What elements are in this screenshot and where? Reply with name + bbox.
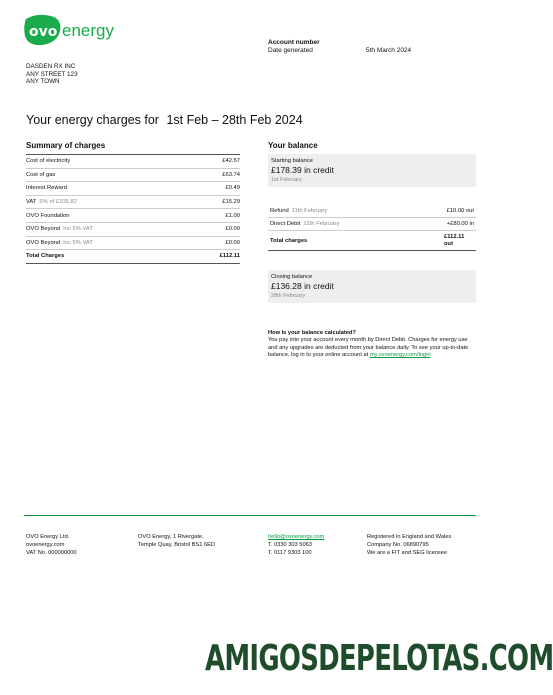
spacer xyxy=(268,251,476,270)
email-link[interactable]: hello@ovoenergy.com xyxy=(268,534,325,540)
account-info xyxy=(268,39,411,55)
row-amount: £63.74 xyxy=(222,171,240,178)
footer-contact xyxy=(268,533,324,558)
address-line: ANY STREET 123 xyxy=(26,70,78,78)
row-label: OVO Beyond xyxy=(26,239,61,246)
row-date: 12th February xyxy=(303,221,340,227)
row-label: Cost of electricity xyxy=(26,158,71,165)
login-link[interactable]: my.ovoenergy.com/login xyxy=(369,352,431,359)
table-row xyxy=(26,182,240,196)
address-line: ANY TOWN xyxy=(26,78,60,86)
footer-line: T. 0330 303 5063 xyxy=(268,542,312,549)
balance-explanation xyxy=(268,330,478,360)
total-charges-amount: £112.11 out xyxy=(444,234,465,247)
footer-line: Temple Quay, Bristol BS1 6ED xyxy=(138,542,216,549)
balance-title: Your balance xyxy=(268,141,318,150)
address-line: DASDEN RX INC xyxy=(26,63,76,70)
row-amount: £0.00 xyxy=(225,239,240,246)
footer-line: We are a FIT and SEG licensee xyxy=(367,550,448,557)
footer-company xyxy=(26,533,77,558)
watermark: AMIGOSDEPELOTAS.COM xyxy=(205,638,553,679)
row-amount: £0.49 xyxy=(225,185,240,192)
footer-line: Company No. 06890795 xyxy=(367,542,429,549)
row-label: Interest Reward xyxy=(26,185,67,192)
logo-ovo-text: ovo xyxy=(29,24,58,40)
title-period: 1st Feb – 28th Feb 2024 xyxy=(166,113,303,127)
footer-line: ovoenergy.com xyxy=(26,542,65,549)
row-note: Inc 5% VAT xyxy=(63,226,93,233)
total-amount: £112.11 xyxy=(219,253,240,260)
spacer xyxy=(268,187,476,205)
logo-energy-text: energy xyxy=(62,21,114,40)
starting-balance-amount: £178.39 in credit xyxy=(271,165,334,175)
footer-line: OVO Energy, 1 Rivergate, xyxy=(138,534,204,540)
row-label: OVO Foundation xyxy=(26,212,70,219)
date-generated-label: Date generated xyxy=(268,47,313,54)
summary-title: Summary of charges xyxy=(26,141,240,155)
table-row xyxy=(26,155,240,169)
closing-balance-box xyxy=(268,270,476,303)
total-charges-label: Total charges xyxy=(270,237,308,244)
total-row xyxy=(26,250,240,264)
row-note: Inc 5% VAT xyxy=(63,239,93,246)
summary-of-charges xyxy=(26,141,240,264)
row-amount: £0.00 xyxy=(225,226,240,233)
starting-balance-date: 1st February xyxy=(271,177,302,183)
footer-divider xyxy=(24,515,476,516)
row-label: OVO Beyond xyxy=(26,226,61,233)
row-note: 5% of £105.82 xyxy=(39,199,77,206)
total-label: Total Charges xyxy=(26,253,65,260)
footer-line: T. 0117 9303 100 xyxy=(268,550,312,557)
account-number-label: Account number xyxy=(268,39,320,46)
customer-address xyxy=(26,63,78,86)
title-prefix: Your energy charges for xyxy=(26,113,159,127)
row-amount: £15.29 xyxy=(222,199,240,206)
your-balance xyxy=(268,141,476,303)
total-charges-row xyxy=(268,231,476,251)
table-row xyxy=(26,209,240,223)
row-amount: £1.00 xyxy=(225,212,240,219)
row-label: VAT xyxy=(26,199,37,206)
footer-registration xyxy=(367,533,451,558)
table-row xyxy=(26,223,240,237)
date-generated-value: 5th March 2024 xyxy=(366,47,412,54)
starting-balance-label: Starting balance xyxy=(271,158,313,164)
row-date: 11th February xyxy=(291,208,328,214)
explanation-question: How Is your balance calculated? xyxy=(268,330,356,336)
footer-line: OVO Energy Ltd. xyxy=(26,534,70,540)
table-row xyxy=(26,237,240,251)
row-label: Direct Debit xyxy=(270,221,301,227)
ovo-energy-logo xyxy=(24,12,124,48)
footer-line: Registered in England and Wales xyxy=(367,534,452,540)
closing-balance-label: Closing balance xyxy=(271,274,313,280)
table-row xyxy=(268,218,476,231)
table-row xyxy=(268,205,476,218)
ovo-logo-icon xyxy=(24,12,124,48)
footer-address xyxy=(138,533,215,549)
table-row xyxy=(26,196,240,210)
table-row xyxy=(26,169,240,183)
page-title xyxy=(26,113,307,127)
row-amount: £10.00 out xyxy=(446,208,474,214)
starting-balance-box xyxy=(268,154,476,187)
row-amount: £42.57 xyxy=(222,158,240,165)
row-label: Refund xyxy=(270,208,289,214)
closing-balance-amount: £136.28 in credit xyxy=(271,281,334,291)
row-amount: +£80.00 in xyxy=(446,221,474,227)
footer-line: VAT No. 000000000 xyxy=(26,550,77,557)
explanation-text: You pay into your account every month by Direct Debit. Charges for energy use and any upgrades are deducted from your balance daily. To see your up-to-date balance, log in to your online account at xyxy=(268,337,469,359)
row-label: Cost of gas xyxy=(26,171,56,178)
closing-balance-date: 28th February xyxy=(271,293,306,299)
